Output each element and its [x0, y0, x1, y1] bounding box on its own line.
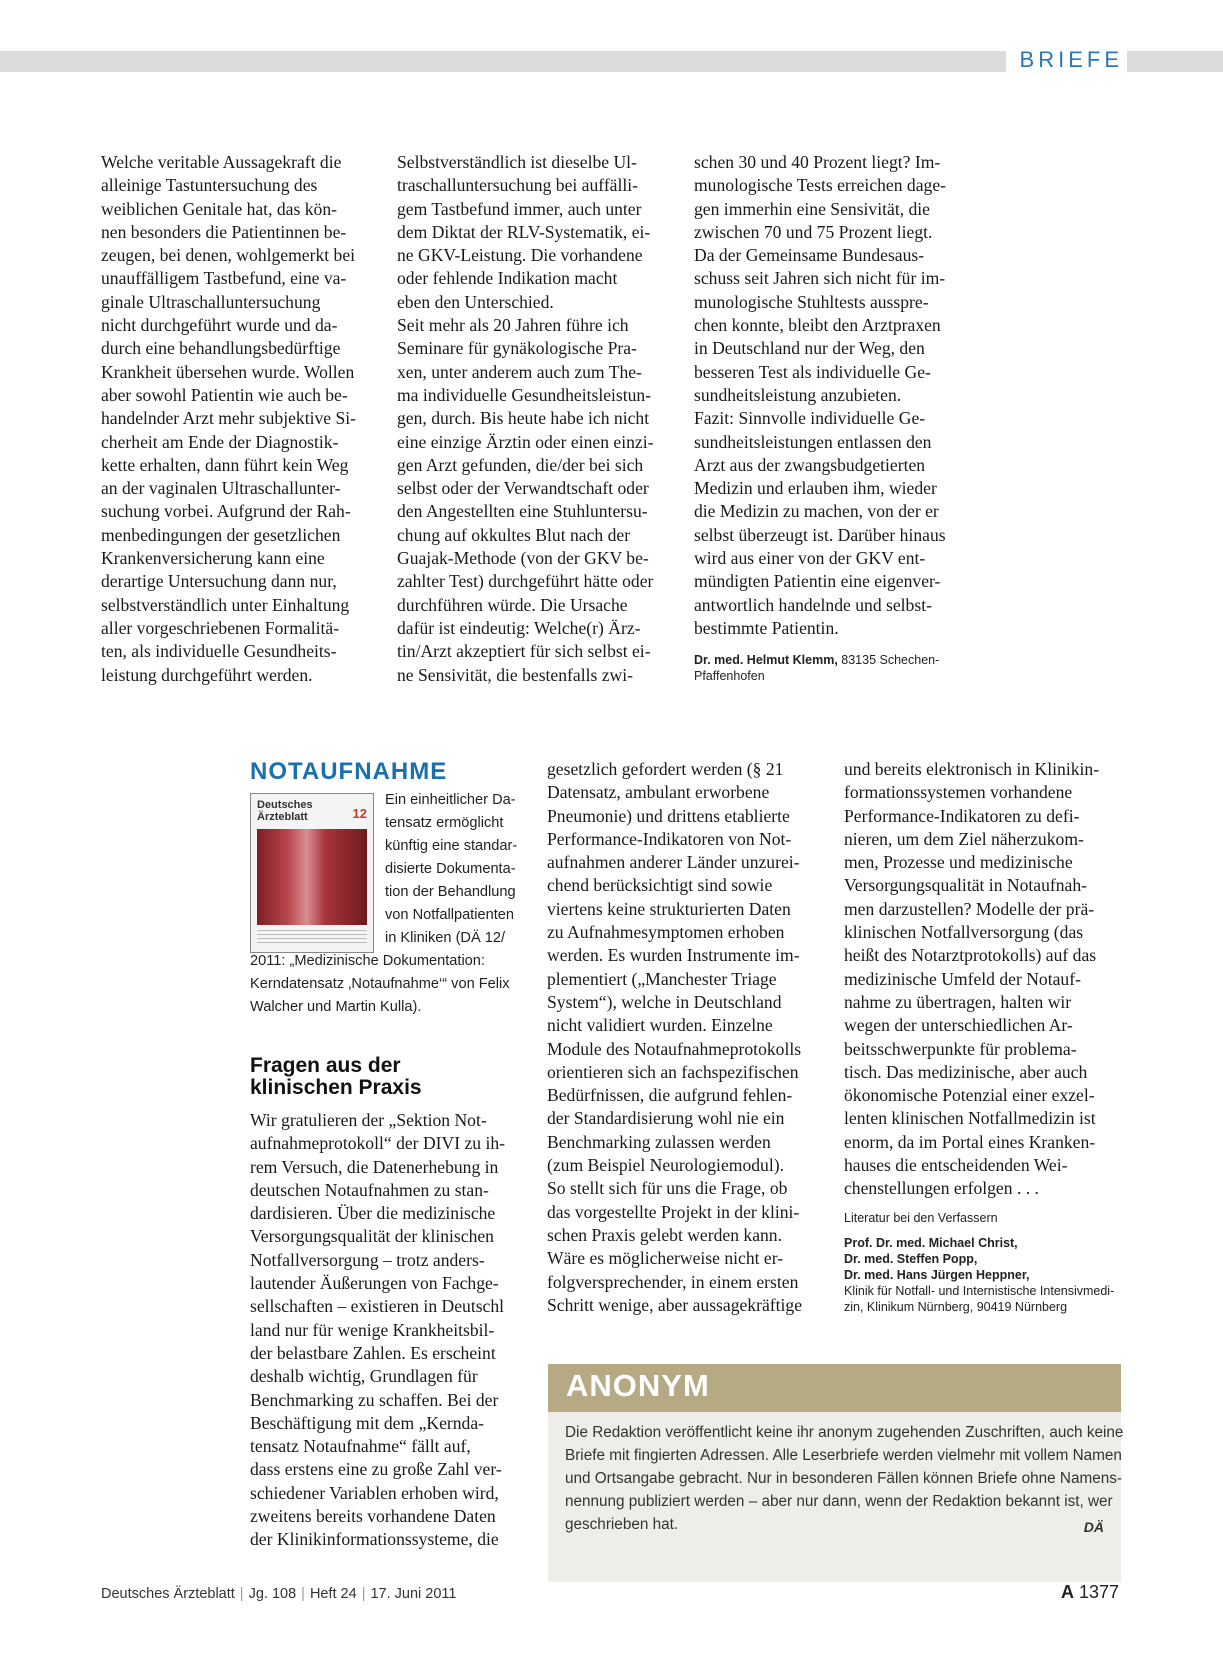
- text-line: selbst überzeugt ist. Darüber hinaus: [694, 524, 946, 545]
- text-line: xen, unter anderem auch zum The-: [397, 361, 642, 382]
- text-line: deshalb wichtig, Grundlagen für: [250, 1366, 478, 1387]
- teaser-full-width: [250, 950, 510, 1019]
- text-line: geschrieben hat.: [565, 1516, 679, 1533]
- page-number-value: 1377: [1078, 1582, 1119, 1602]
- text-line: Krankheit übersehen wurde. Wollen: [101, 361, 355, 382]
- text-line: künftig eine standar-: [385, 838, 518, 854]
- letter2-column-2: [547, 758, 802, 1317]
- text-line: tion der Behandlung: [385, 884, 516, 900]
- page-prefix: A: [1060, 1582, 1074, 1602]
- text-line: Medizin und erlauben ihm, wieder: [694, 478, 937, 499]
- text-line: System“), welche in Deutschland: [547, 991, 782, 1012]
- text-line: schen 30 und 40 Prozent liegt? Im-: [694, 152, 941, 172]
- headline-line-1: Fragen aus der: [250, 1054, 401, 1077]
- text-line: Prof. Dr. med. Michael Christ,: [844, 1236, 1018, 1250]
- footer-date: 17. Juni 2011: [370, 1586, 457, 1602]
- text-line: leistung durchgeführt werden.: [101, 664, 313, 685]
- text-line: Dr. med. Hans Jürgen Heppner,: [844, 1268, 1030, 1282]
- text-line: sundheitsleistungen entlassen den: [694, 431, 932, 452]
- text-line: durch eine behandlungsbedürftige: [101, 338, 341, 359]
- text-line: Bedürfnissen, die aufgrund fehlen-: [547, 1085, 793, 1106]
- text-line: Module des Notaufnahmeprotokolls: [547, 1038, 802, 1059]
- text-line: nicht durchgeführt wurde und da-: [101, 315, 338, 336]
- text-line: und Ortsangabe gebracht. Nur in besonderen Fällen können Briefe ohne Namens-: [565, 1470, 1122, 1487]
- text-line: Arzt aus der zwangsbudgetierten: [694, 454, 926, 475]
- text-line: nahme zu übertragen, halten wir: [844, 991, 1072, 1012]
- footer-journal: Deutsches Ärzteblatt: [101, 1586, 235, 1602]
- text-line: wird aus einer von der GKV ent-: [694, 548, 926, 569]
- text-line: tin/Arzt akzeptiert für sich selbst ei-: [397, 641, 651, 662]
- letter1-column-3: [694, 151, 946, 640]
- text-line: ten, als individuelle Gesundheits-: [101, 641, 337, 662]
- text-line: cherheit am Ende der Diagnostik-: [101, 431, 339, 452]
- text-line: Da der Gemeinsame Bundesaus-: [694, 245, 925, 266]
- text-line: unauffälligem Tastbefund, eine va-: [101, 268, 347, 289]
- text-line: dardisieren. Über die medizinische: [250, 1203, 496, 1224]
- text-line: gen, durch. Bis heute habe ich nicht: [397, 408, 650, 429]
- text-line: tensatz Notaufnahme“ fällt auf,: [250, 1436, 471, 1457]
- text-line: land nur für wenige Krankheitsbil-: [250, 1319, 495, 1340]
- letter2-kicker: NOTAUFNAHME: [250, 758, 448, 785]
- text-line: den Angestellten eine Stuhluntersu-: [397, 501, 648, 522]
- text-line: oder fehlende Indikation macht: [397, 268, 618, 289]
- text-line: besseren Test als individuelle Ge-: [694, 361, 931, 382]
- text-line: traschalluntersuchung bei auffälli-: [397, 175, 639, 196]
- text-line: So stellt sich für uns die Frage, ob: [547, 1178, 788, 1199]
- anonym-body: [565, 1421, 1123, 1536]
- author-affiliation: [844, 1283, 1114, 1315]
- page-number: [1061, 1582, 1119, 1603]
- text-line: schen Praxis gelebt werden kann.: [547, 1224, 782, 1245]
- text-line: munologische Stuhltests ausspre-: [694, 291, 929, 312]
- text-line: ne GKV-Leistung. Die vorhandene: [397, 245, 643, 266]
- text-line: Walcher und Martin Kulla).: [250, 999, 422, 1015]
- text-line: Wir gratulieren der „Sektion Not-: [250, 1110, 487, 1130]
- text-line: das vorgestellte Projekt in der klini-: [547, 1201, 800, 1222]
- text-line: rem Versuch, die Datenerhebung in: [250, 1156, 499, 1177]
- letter1-column-1: [101, 151, 356, 687]
- text-line: der Standardisierung wohl nie ein: [547, 1108, 785, 1129]
- text-line: lenten klinischen Notfallmedizin ist: [844, 1108, 1096, 1129]
- text-line: Benchmarking zu schaffen. Bei der: [250, 1389, 499, 1410]
- text-line: dafür ist eindeutig: Welche(r) Ärz-: [397, 617, 641, 638]
- text-line: Pneumonie) und drittens etablierte: [547, 805, 790, 826]
- text-line: enorm, da im Portal eines Kranken-: [844, 1131, 1096, 1152]
- text-line: werden. Es wurden Instrumente im-: [547, 945, 800, 966]
- text-line: gesetzlich gefordert werden (§ 21: [547, 759, 784, 779]
- text-line: handelnder Arzt mehr subjektive Si-: [101, 408, 357, 429]
- signature-place: 83135 Schechen-: [837, 653, 940, 667]
- text-line: Guajak-Methode (von der GKV be-: [397, 548, 649, 569]
- text-line: Ein einheitlicher Da-: [385, 792, 516, 808]
- text-line: gen immerhin eine Sensivität, die: [694, 198, 930, 219]
- text-line: Benchmarking zulassen werden: [547, 1131, 771, 1152]
- text-line: in Kliniken (DÄ 12/: [385, 930, 506, 946]
- text-line: selbst oder der Verwandtschaft oder: [397, 478, 649, 499]
- text-line: Dr. med. Steffen Popp,: [844, 1252, 978, 1266]
- text-line: bestimmte Patientin.: [694, 617, 839, 638]
- footer-separator: |: [361, 1586, 366, 1602]
- anonym-header: [548, 1364, 1121, 1412]
- text-line: Beschäftigung mit dem „Kernda-: [250, 1412, 485, 1433]
- text-line: selbstverständlich unter Einhaltung: [101, 594, 350, 615]
- text-line: zin, Klinikum Nürnberg, 90419 Nürnberg: [844, 1300, 1068, 1314]
- journal-cover-thumbnail: [250, 793, 374, 953]
- text-line: zahlter Test) durchgeführt hätte oder: [397, 571, 654, 592]
- section-label: BRIEFE: [1006, 47, 1127, 73]
- text-line: ökonomische Potenzial einer exzel-: [844, 1085, 1095, 1106]
- text-line: klinischen Notfallversorgung (das: [844, 922, 1084, 943]
- text-line: zwischen 70 und 75 Prozent liegt.: [694, 221, 933, 242]
- text-line: Wäre es möglicherweise nicht er-: [547, 1248, 784, 1269]
- text-line: der Klinikinformationssysteme, die: [250, 1529, 499, 1550]
- text-line: suchung vorbei. Aufgrund der Rah-: [101, 501, 351, 522]
- text-line: zweitens bereits vorhandene Daten: [250, 1506, 496, 1527]
- text-line: dass erstens eine zu große Zahl ver-: [250, 1459, 502, 1480]
- text-line: lautender Äußerungen von Fachge-: [250, 1273, 499, 1294]
- text-line: Kerndatensatz ‚Notaufnahme‘“ von Felix: [250, 976, 510, 992]
- cover-footer-lines: [257, 930, 367, 946]
- text-line: Krankenversicherung kann eine: [101, 548, 325, 569]
- text-line: gen Arzt gefunden, die/der bei sich: [397, 454, 644, 475]
- text-line: schiedener Variablen erhoben wird,: [250, 1482, 499, 1503]
- text-line: aufnahmeprotokoll“ der DIVI zu ih-: [250, 1133, 506, 1154]
- text-line: men darzustellen? Modelle der prä-: [844, 898, 1095, 919]
- text-line: von Notfallpatienten: [385, 907, 514, 923]
- author-list: [844, 1235, 1114, 1283]
- letter2-column-3: [844, 758, 1099, 1201]
- text-line: eben den Unterschied.: [397, 291, 554, 312]
- text-line: deutschen Notaufnahmen zu stan-: [250, 1179, 489, 1200]
- text-line: aller vorgeschriebenen Formalitä-: [101, 617, 340, 638]
- text-line: ginale Ultraschalluntersuchung: [101, 291, 321, 312]
- text-line: antwortlich handelnde und selbst-: [694, 594, 932, 615]
- teaser-beside-cover: [385, 789, 517, 950]
- text-line: menbedingungen der gesetzlichen: [101, 524, 341, 545]
- text-line: weiblichen Genitale hat, das kön-: [101, 198, 337, 219]
- text-line: chend berücksichtigt sind sowie: [547, 875, 773, 896]
- letter1-signature: [694, 652, 939, 684]
- cover-title-line-2: Ärzteblatt: [257, 811, 308, 823]
- text-line: Versorgungsqualität der klinischen: [250, 1226, 494, 1247]
- text-line: Datensatz, ambulant erworbene: [547, 782, 770, 803]
- text-line: Die Redaktion veröffentlicht keine ihr anonym zugehenden Zuschriften, auch keine: [565, 1424, 1124, 1441]
- text-line: schuss seit Jahren sich nicht für im-: [694, 268, 946, 289]
- text-line: viertens keine strukturierten Daten: [547, 898, 791, 919]
- cover-image: [257, 829, 367, 925]
- text-line: sellschaften – existieren in Deutschl: [250, 1296, 505, 1317]
- text-line: (zum Beispiel Neurologiemodul).: [547, 1155, 784, 1176]
- text-line: dem Diktat der RLV-Systematik, ei-: [397, 221, 651, 242]
- text-line: nennung publiziert werden – aber nur dann, wenn der Redaktion bekannt ist, wer: [565, 1493, 1113, 1510]
- text-line: Seit mehr als 20 Jahren führe ich: [397, 315, 629, 336]
- text-line: alleinige Tastuntersuchung des: [101, 175, 318, 196]
- text-line: kette erhalten, dann führt kein Weg: [101, 454, 349, 475]
- text-line: plementiert („Manchester Triage: [547, 968, 777, 989]
- text-line: men, Prozesse und medizinische: [844, 852, 1073, 873]
- text-line: und bereits elektronisch in Klinikin-: [844, 759, 1100, 779]
- letter2-literature-note: Literatur bei den Verfassern: [844, 1211, 998, 1225]
- text-line: beitsschwerpunkte für problema-: [844, 1038, 1077, 1059]
- text-line: zeugen, bei denen, wohlgemerkt bei: [101, 245, 356, 266]
- text-line: derartige Untersuchung dann nur,: [101, 571, 337, 592]
- text-line: Performance-Indikatoren zu defi-: [844, 805, 1080, 826]
- text-line: Notfallversorgung – trotz anders-: [250, 1249, 485, 1270]
- text-line: ne Sensivität, die bestenfalls zwi-: [397, 664, 633, 685]
- text-line: die Medizin zu machen, von der er: [694, 501, 939, 522]
- text-line: zu Aufnahmesymptomen erhoben: [547, 922, 785, 943]
- letter2-authors: [844, 1235, 1114, 1315]
- footer-issue: Heft 24: [309, 1586, 357, 1602]
- text-line: Selbstverständlich ist dieselbe Ul-: [397, 152, 637, 172]
- text-line: aufnahmen anderer Länder unzurei-: [547, 852, 800, 873]
- anonym-title: ANONYM: [566, 1368, 710, 1403]
- cover-title-line-1: Deutsches: [257, 799, 313, 811]
- anonym-notice-box: [548, 1364, 1124, 1582]
- text-line: in Deutschland nur der Weg, den: [694, 338, 925, 359]
- text-line: nieren, um dem Ziel näherzukom-: [844, 828, 1084, 849]
- text-line: Welche veritable Aussagekraft die: [101, 152, 342, 172]
- footer-separator: |: [239, 1586, 244, 1602]
- text-line: folgversprechender, in einem ersten: [547, 1271, 799, 1292]
- text-line: aber sowohl Patientin wie auch be-: [101, 384, 348, 405]
- text-line: Seminare für gynäkologische Pra-: [397, 338, 637, 359]
- text-line: sundheitsleistung anzubieten.: [694, 384, 902, 405]
- text-line: orientieren sich an fachspezifischen: [547, 1061, 799, 1082]
- cover-issue-number: 12: [352, 806, 367, 821]
- text-line: tensatz ermöglicht: [385, 815, 504, 831]
- text-line: heißt des Notarztprotokolls) auf das: [844, 945, 1097, 966]
- text-line: formationssystemen vorhandene: [844, 782, 1073, 803]
- text-line: wegen der unterschiedlichen Ar-: [844, 1015, 1073, 1036]
- text-line: ma individuelle Gesundheitsleistun-: [397, 384, 652, 405]
- text-line: tisch. Das medizinische, aber auch: [844, 1061, 1088, 1082]
- text-line: hauses die entscheidenden Wei-: [844, 1155, 1068, 1176]
- footer-volume: Jg. 108: [248, 1586, 297, 1602]
- text-line: eine einzige Ärztin oder einen einzi-: [397, 431, 654, 452]
- letter2-headline: [250, 1055, 422, 1099]
- text-line: Briefe mit fingierten Adressen. Alle Leserbriefe werden vielmehr mit vollem Namen: [565, 1447, 1122, 1464]
- page-footer: [101, 1586, 456, 1602]
- text-line: Fazit: Sinnvolle individuelle Ge-: [694, 408, 926, 429]
- text-line: chen konnte, bleibt den Arztpraxen: [694, 315, 941, 336]
- text-line: mündigten Patientin eine eigenver-: [694, 571, 941, 592]
- footer-separator: |: [301, 1586, 305, 1602]
- cover-title: [257, 799, 313, 823]
- signature-place-cont: Pfaffenhofen: [694, 669, 765, 683]
- letter1-column-2: [397, 151, 653, 687]
- signature-name: Dr. med. Helmut Klemm,: [694, 653, 838, 667]
- text-line: chenstellungen erfolgen . . .: [844, 1178, 1039, 1199]
- text-line: Versorgungsqualität in Notaufnah-: [844, 875, 1088, 896]
- text-line: nen besonders die Patientinnen be-: [101, 221, 347, 242]
- text-line: chung auf okkultes Blut nach der: [397, 524, 631, 545]
- text-line: der belastbare Zahlen. Es erscheint: [250, 1342, 496, 1363]
- text-line: medizinische Umfeld der Notauf-: [844, 968, 1081, 989]
- headline-line-2: klinischen Praxis: [250, 1076, 422, 1099]
- text-line: Klinik für Notfall- und Internistische Intensivmedi-: [844, 1284, 1115, 1298]
- text-line: Performance-Indikatoren von Not-: [547, 828, 792, 849]
- text-line: durchführen würde. Die Ursache: [397, 594, 628, 615]
- anonym-sign: DÄ: [1083, 1519, 1104, 1535]
- text-line: an der vaginalen Ultraschallunter-: [101, 478, 341, 499]
- text-line: Schritt wenige, aber aussagekräftige: [547, 1294, 803, 1315]
- text-line: nicht validiert wurden. Einzelne: [547, 1015, 773, 1036]
- text-line: disierte Dokumenta-: [385, 861, 516, 877]
- text-line: munologische Tests erreichen dage-: [694, 175, 946, 196]
- letter2-column-1: [250, 1109, 505, 1552]
- text-line: 2011: „Medizinische Dokumentation:: [250, 953, 485, 969]
- text-line: gem Tastbefund immer, auch unter: [397, 198, 642, 219]
